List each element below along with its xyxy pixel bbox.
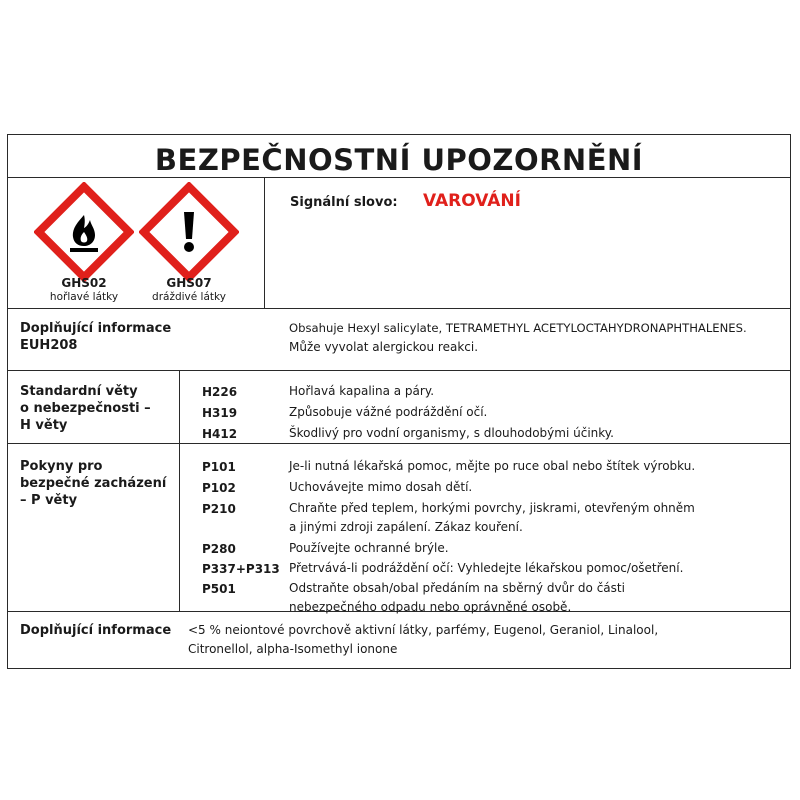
divider	[8, 370, 790, 371]
precaution-code: P101	[202, 460, 236, 474]
hazard-text: Hořlavá kapalina a páry.	[289, 384, 435, 398]
flame-icon	[34, 182, 134, 282]
pictogram-name: hořlavé látky	[49, 291, 119, 303]
label-title: BEZPEČNOSTNÍ UPOZORNĚNÍ	[154, 143, 644, 177]
hazard-statements-label: Standardní věty o nebezpečnosti – H věty	[20, 384, 151, 433]
precaution-code: P501	[202, 582, 236, 596]
divider	[8, 308, 790, 309]
divider	[264, 177, 265, 308]
safety-label	[7, 134, 791, 669]
precaution-text: Používejte ochranné brýle.	[289, 541, 449, 555]
supplementary-info-text: <5 % neiontové povrchově aktivní látky, parfémy, Eugenol, Geraniol, Linalool, Citronellol, alpha-Isomethyl ionone	[188, 623, 659, 656]
precaution-code: P210	[202, 502, 236, 516]
precaution-text: Je-li nutná lékařská pomoc, mějte po ruce obal nebo štítek výrobku.	[289, 459, 696, 473]
precaution-text: Přetrvává-li podráždění očí: Vyhledejte lékařskou pomoc/ošetření.	[289, 561, 684, 575]
precaution-code: P102	[202, 481, 236, 495]
pictogram-code: GHS02	[61, 276, 107, 290]
signal-word: VAROVÁNÍ	[423, 191, 521, 211]
divider	[179, 370, 180, 611]
precaution-code: P337+P313	[202, 562, 280, 576]
precaution-text: Odstraňte obsah/obal předáním na sběrný dvůr do části nebezpečného odpadu nebo oprávněné osobě.	[289, 581, 625, 614]
exclamation-icon	[139, 182, 239, 282]
precaution-code: P280	[202, 542, 236, 556]
precautionary-statements-label: Pokyny pro bezpečné zacházení – P věty	[20, 459, 167, 508]
hazard-text: Škodlivý pro vodní organismy, s dlouhodobými účinky.	[289, 426, 614, 440]
supplementary-info-label: Doplňující informace EUH208	[20, 321, 172, 353]
hazard-code: H412	[202, 427, 238, 441]
precaution-text: Chraňte před teplem, horkými povrchy, jiskrami, otevřeným ohněm a jinými zdroji zapálení. Zákaz kouření.	[289, 501, 695, 534]
pictogram-name: dráždivé látky	[152, 291, 226, 303]
supplementary-info-label: Doplňující informace	[20, 623, 172, 638]
divider	[8, 177, 790, 178]
hazard-code: H319	[202, 406, 238, 420]
divider	[8, 443, 790, 444]
supplementary-info-text: Obsahuje Hexyl salicylate, TETRAMETHYL ACETYLOCTAHYDRONAPHTHALENES. Může vyvolat alergickou reakci.	[289, 321, 747, 354]
signal-word-label: Signální slovo:	[290, 195, 398, 210]
hazard-code: H226	[202, 385, 238, 399]
precaution-text: Uchovávejte mimo dosah dětí.	[289, 480, 473, 494]
hazard-text: Způsobuje vážné podráždění očí.	[289, 405, 488, 419]
pictogram-code: GHS07	[166, 276, 212, 290]
